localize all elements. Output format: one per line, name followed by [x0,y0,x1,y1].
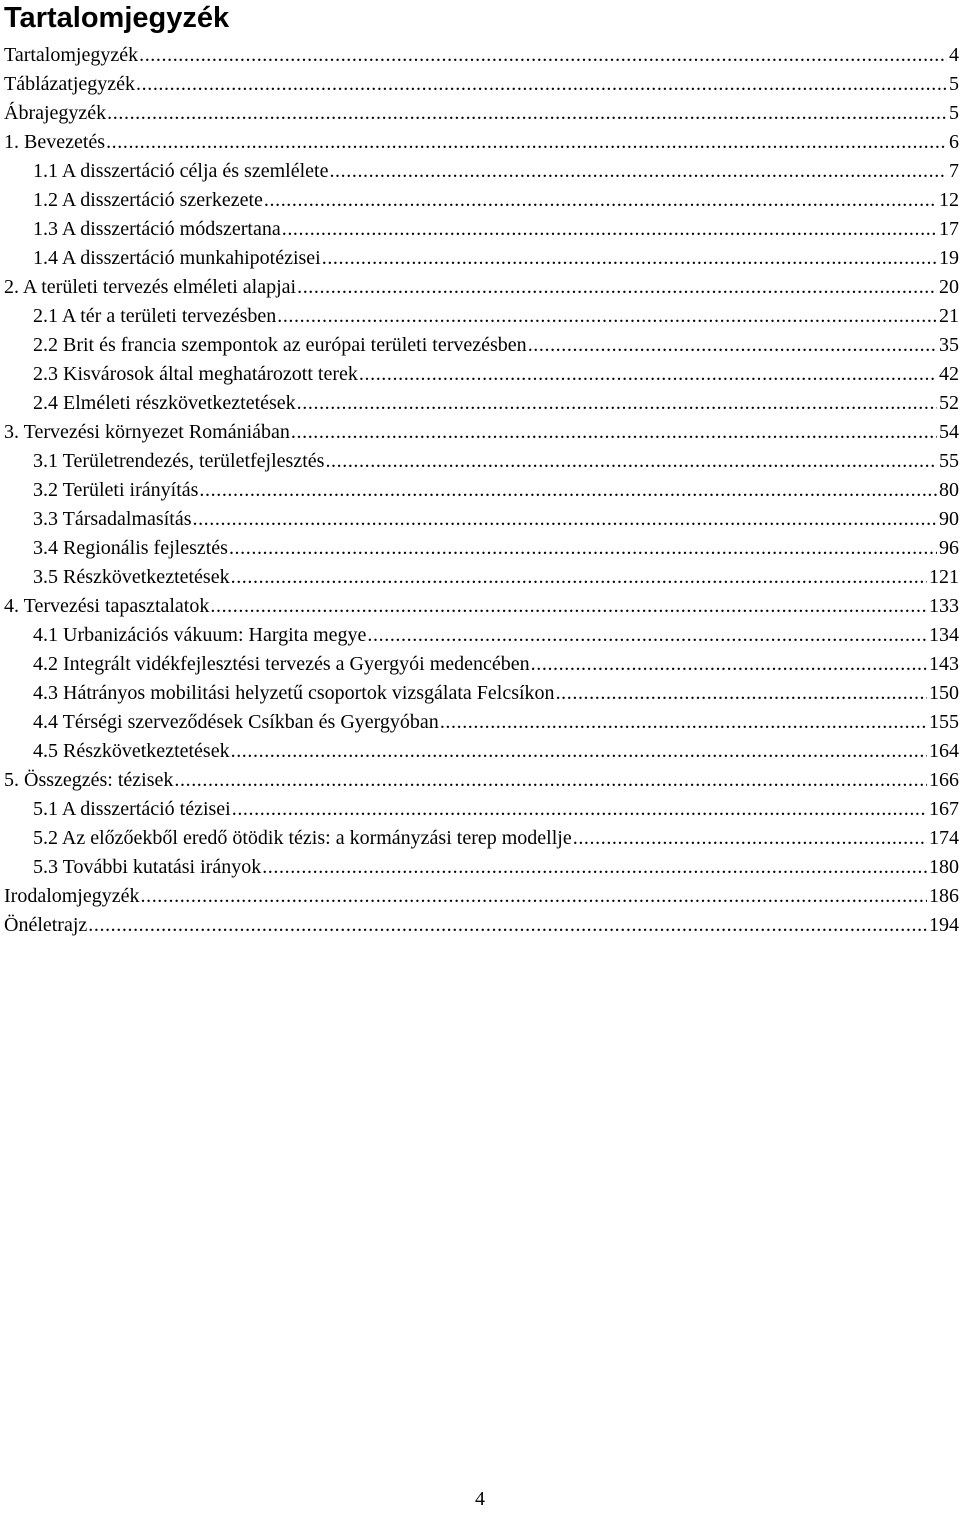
toc-entry-page: 17 [939,218,959,240]
toc-entry-title: 3.3 Társadalmasítás [33,508,192,530]
toc-entry-page: 180 [929,856,959,878]
toc-entry-page: 150 [929,682,959,704]
toc-entry[interactable] [4,273,959,302]
toc-entry-title: 4. Tervezési tapasztalatok [4,595,210,617]
toc-entry[interactable] [4,911,959,940]
toc-entry[interactable] [4,476,959,505]
toc-entry-title: 5.3 További kutatási irányok [33,856,262,878]
toc-dot-leader [531,650,927,679]
toc-entry-page: 80 [939,479,959,501]
toc-entry-page: 20 [939,276,959,298]
toc-entry-title: 2.1 A tér a területi tervezésben [33,305,277,327]
toc-entry-page: 121 [929,566,959,588]
toc-entry-title: 2.3 Kisvárosok által meghatározott terek [33,363,358,385]
toc-entry-page: 186 [929,885,959,907]
toc-dot-leader [262,853,927,882]
toc-dot-leader [329,157,947,186]
toc-entry-page: 5 [949,73,959,95]
toc-dot-leader [229,534,937,563]
toc-dot-leader [297,389,937,418]
toc-dot-leader [291,418,937,447]
toc-entry-page: 174 [929,827,959,849]
toc-entry[interactable] [4,534,959,563]
toc-entry-title: Tartalomjegyzék [4,44,139,66]
toc-entry-title: 3.5 Részkövetkeztetések [33,566,230,588]
toc-dot-leader [231,737,927,766]
toc-entry[interactable] [4,360,959,389]
toc-dot-leader [88,911,927,940]
toc-entry[interactable] [4,186,959,215]
toc-entry-page: 134 [929,624,959,646]
toc-entry-title: 1.4 A disszertáció munkahipotézisei [33,247,321,269]
toc-entry-title: 3.4 Regionális fejlesztés [33,537,228,559]
toc-dot-leader [199,476,937,505]
toc-dot-leader [359,360,937,389]
toc-dot-leader [573,824,927,853]
toc-dot-leader [322,244,937,273]
toc-entry-title: Ábrajegyzék [4,102,107,124]
toc-entry-page: 55 [939,450,959,472]
toc-entry[interactable] [4,708,959,737]
toc-entry-page: 133 [929,595,959,617]
toc-entry[interactable] [4,650,959,679]
toc-entry-title: Táblázatjegyzék [4,73,136,95]
toc-entry-page: 194 [929,914,959,936]
toc-entry[interactable] [4,418,959,447]
toc-dot-leader [107,99,947,128]
toc-entry-title: 4.3 Hátrányos mobilitási helyzetű csoportok vizsgálata Felcsíkon [33,682,555,704]
toc-dot-leader [297,273,937,302]
toc-entry-title: 1. Bevezetés [4,131,106,153]
toc-dot-leader [136,70,947,99]
toc-entry-title: 4.1 Urbanizációs vákuum: Hargita megye [33,624,367,646]
toc-entry[interactable] [4,41,959,70]
toc-entry-title: 1.1 A disszertáció célja és szemlélete [33,160,329,182]
toc-entry-title: 3.1 Területrendezés, területfejlesztés [33,450,325,472]
toc-dot-leader [139,41,947,70]
toc-entry-title: Irodalomjegyzék [4,885,140,907]
toc-entry[interactable] [4,505,959,534]
toc-dot-leader [282,215,937,244]
toc-dot-leader [325,447,937,476]
toc-entry[interactable] [4,302,959,331]
toc-entry-page: 5 [949,102,959,124]
toc-entry[interactable] [4,795,959,824]
toc-entry[interactable] [4,99,959,128]
toc-entry-title: 4.2 Integrált vidékfejlesztési tervezés a Gyergyói medencében [33,653,530,675]
toc-entry-title: 3. Tervezési környezet Romániában [4,421,290,443]
toc-entry[interactable] [4,215,959,244]
toc-entry[interactable] [4,157,959,186]
toc-dot-leader [192,505,937,534]
toc-entry-title: 3.2 Területi irányítás [33,479,199,501]
page-number: 4 [475,1488,485,1510]
toc-entry-title: 2. A területi tervezés elméleti alapjai [4,276,297,298]
toc-entry[interactable] [4,592,959,621]
toc-entry-page: 90 [939,508,959,530]
toc-entry-page: 42 [939,363,959,385]
toc-entry[interactable] [4,70,959,99]
toc-dot-leader [174,766,927,795]
toc-entry-title: 4.5 Részkövetkeztetések [33,740,230,762]
page-title: Tartalomjegyzék [4,2,230,34]
toc-dot-leader [232,795,927,824]
toc-dot-leader [367,621,927,650]
toc-entry[interactable] [4,853,959,882]
toc-entry-page: 166 [929,769,959,791]
toc-entry-title: 1.3 A disszertáció módszertana [33,218,281,240]
toc-entry-page: 7 [949,160,959,182]
toc-dot-leader [528,331,937,360]
toc-entry-title: 5.2 Az előzőekből eredő ötödik tézis: a kormányzási terep modellje [33,827,572,849]
toc-entry-title: 5. Összegzés: tézisek [4,769,174,791]
toc-dot-leader [210,592,927,621]
toc-dot-leader [231,563,927,592]
toc-dot-leader [264,186,937,215]
toc-entry-page: 167 [929,798,959,820]
toc-entry[interactable] [4,679,959,708]
toc-entry-page: 21 [939,305,959,327]
toc-entry[interactable] [4,882,959,911]
toc-dot-leader [556,679,927,708]
toc-entry-title: 2.2 Brit és francia szempontok az európai területi tervezésben [33,334,527,356]
toc-entry-title: 2.4 Elméleti részkövetkeztetések [33,392,296,414]
toc-entry[interactable] [4,563,959,592]
toc-entry[interactable] [4,621,959,650]
toc-entry-page: 12 [939,189,959,211]
toc-entry[interactable] [4,447,959,476]
toc-entry-title: Önéletrajz [4,914,88,936]
toc-entry[interactable] [4,244,959,273]
toc-entry-title: 1.2 A disszertáció szerkezete [33,189,263,211]
toc-dot-leader [440,708,927,737]
toc-dot-leader [141,882,928,911]
toc-entry[interactable] [4,128,959,157]
toc-entry[interactable] [4,824,959,853]
toc-entry[interactable] [4,331,959,360]
toc-entry-page: 164 [929,740,959,762]
toc-dot-leader [106,128,947,157]
toc-entry-page: 143 [929,653,959,675]
toc-dot-leader [277,302,937,331]
toc-entry-title: 5.1 A disszertáció tézisei [33,798,231,820]
toc-entry-page: 96 [939,537,959,559]
table-of-contents [4,41,959,940]
toc-entry-page: 155 [929,711,959,733]
toc-entry-page: 4 [949,44,959,66]
toc-entry-title: 4.4 Térségi szerveződések Csíkban és Gyergyóban [33,711,439,733]
toc-entry-page: 6 [949,131,959,153]
toc-entry-page: 54 [939,421,959,443]
toc-entry-page: 52 [939,392,959,414]
toc-entry[interactable] [4,766,959,795]
toc-entry-page: 35 [939,334,959,356]
toc-entry-page: 19 [939,247,959,269]
toc-entry[interactable] [4,389,959,418]
toc-entry[interactable] [4,737,959,766]
